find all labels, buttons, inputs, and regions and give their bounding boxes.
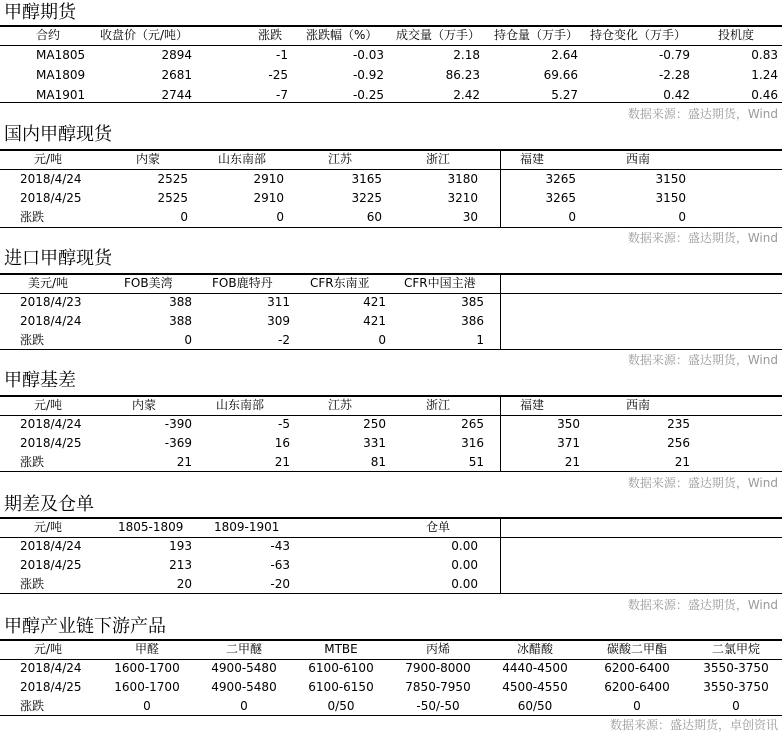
column-header: 1805-1809 xyxy=(118,520,184,534)
table-cell: 193 xyxy=(169,539,192,553)
table-cell: 2525 xyxy=(157,191,188,205)
table-cell: 1600-1700 xyxy=(114,661,180,675)
table-cell: 20 xyxy=(176,577,192,591)
table-cell: 0 xyxy=(678,210,686,224)
table-cell: 371 xyxy=(557,436,580,450)
table-cell: 21 xyxy=(564,455,580,469)
column-header: 浙江 xyxy=(426,398,451,412)
table-cell: 250 xyxy=(363,417,386,431)
table-cell: 7900-8000 xyxy=(405,661,471,675)
column-header: 美元/吨 xyxy=(28,276,69,290)
table-row xyxy=(0,66,782,85)
row-label: 2018/4/25 xyxy=(20,680,82,694)
table-cell: 2525 xyxy=(157,172,188,186)
row-label: 涨跌 xyxy=(20,210,45,224)
table-cell: -5 xyxy=(278,417,290,431)
table-cell: 421 xyxy=(363,314,386,328)
column-header: 西南 xyxy=(626,398,651,412)
column-header: 甲醛 xyxy=(134,642,160,656)
column-header: 二氯甲烷 xyxy=(711,642,761,656)
table-row xyxy=(0,678,782,697)
table-cell: 3550-3750 xyxy=(703,680,769,694)
table-row xyxy=(0,434,782,453)
table-cell: 213 xyxy=(169,558,192,572)
table-cell: 60 xyxy=(366,210,382,224)
column-header: 涨跌 xyxy=(258,28,283,42)
table-cell: -369 xyxy=(164,436,192,450)
row-label: 2018/4/23 xyxy=(20,295,82,309)
column-header: 冰醋酸 xyxy=(516,642,554,656)
table-row xyxy=(0,46,782,65)
column-header: 持仓量（万手） xyxy=(494,28,579,42)
table-cell: -0.92 xyxy=(352,68,384,82)
table-cell: 6100-6100 xyxy=(308,661,374,675)
table-cell: 0.00 xyxy=(451,558,478,572)
column-header: 内蒙 xyxy=(136,152,161,166)
row-label: 2018/4/24 xyxy=(20,314,82,328)
column-header: 山东南部 xyxy=(216,398,265,412)
table-row xyxy=(0,189,782,208)
table-cell: 350 xyxy=(557,417,580,431)
table-cell: 1.24 xyxy=(751,68,778,82)
table-cell: 2.64 xyxy=(551,48,578,62)
table-cell: 2681 xyxy=(161,68,192,82)
table-cell: 3210 xyxy=(447,191,478,205)
table-cell: -0.79 xyxy=(658,48,690,62)
column-header: 福建 xyxy=(520,152,545,166)
row-label: 2018/4/24 xyxy=(20,172,82,186)
row-label: MA1805 xyxy=(36,48,86,62)
table-bottom-rule xyxy=(0,102,782,103)
table-cell: 388 xyxy=(169,295,192,309)
column-header: 福建 xyxy=(520,398,545,412)
column-header: 元/吨 xyxy=(34,520,63,534)
table-cell: 0 xyxy=(276,210,284,224)
column-header: FOB美湾 xyxy=(124,276,173,290)
downstream-products-section-title: 甲醇产业链下游产品 xyxy=(4,616,166,637)
column-header: CFR中国主港 xyxy=(404,276,476,290)
table-cell: 2.42 xyxy=(453,88,480,102)
table-cell: 2.18 xyxy=(453,48,480,62)
table-row xyxy=(0,293,782,312)
table-cell: 0 xyxy=(732,699,740,713)
table-cell: 0.83 xyxy=(751,48,778,62)
table-cell: 4500-4550 xyxy=(502,680,568,694)
basis-section-title: 甲醇基差 xyxy=(4,370,76,391)
table-cell: 0.46 xyxy=(751,88,778,102)
table-cell: 421 xyxy=(363,295,386,309)
table-row xyxy=(0,556,782,575)
futures-section-title: 甲醇期货 xyxy=(4,2,76,23)
column-header: 西南 xyxy=(626,152,651,166)
table-cell: 0 xyxy=(633,699,641,713)
column-header: 成交量（万手） xyxy=(396,28,481,42)
table-header-row xyxy=(0,396,782,415)
table-cell: 316 xyxy=(461,436,484,450)
table-cell: 30 xyxy=(462,210,478,224)
table-cell: 0/50 xyxy=(327,699,355,713)
table-header-row xyxy=(0,26,782,45)
domestic-spot-section-title: 国内甲醇现货 xyxy=(4,124,112,145)
row-label: 涨跌 xyxy=(20,699,45,713)
table-cell: 2744 xyxy=(161,88,192,102)
table-cell: -20 xyxy=(270,577,290,591)
row-label: 2018/4/24 xyxy=(20,539,82,553)
row-label: 2018/4/25 xyxy=(20,191,82,205)
data-source-note: 数据来源：盛达期货，Wind xyxy=(627,598,778,612)
table-cell: 3150 xyxy=(655,172,686,186)
column-header: 持仓变化（万手） xyxy=(590,28,687,42)
column-header: 投机度 xyxy=(718,28,755,42)
table-cell: 51 xyxy=(468,455,484,469)
table-cell: -43 xyxy=(270,539,290,553)
table-cell: 6200-6400 xyxy=(604,661,670,675)
table-cell: 6100-6150 xyxy=(308,680,374,694)
table-column-divider xyxy=(500,396,501,471)
row-label: MA1809 xyxy=(36,68,86,82)
data-source-note: 数据来源：盛达期货，卓创资讯 xyxy=(609,718,778,732)
table-cell: 1600-1700 xyxy=(114,680,180,694)
table-row xyxy=(0,170,782,189)
table-cell: 3150 xyxy=(655,191,686,205)
column-header: 1809-1901 xyxy=(214,520,280,534)
table-cell: 3225 xyxy=(351,191,382,205)
column-header: CFR东南亚 xyxy=(310,276,370,290)
spread-warehouse-section-title: 期差及仓单 xyxy=(4,494,94,515)
table-cell: -2 xyxy=(278,333,290,347)
column-header: MTBE xyxy=(324,642,358,656)
table-header-row xyxy=(0,640,782,659)
data-source-note: 数据来源：盛达期货，Wind xyxy=(627,107,778,121)
row-label: 2018/4/25 xyxy=(20,558,82,572)
table-cell: 86.23 xyxy=(445,68,480,82)
row-label: 涨跌 xyxy=(20,455,45,469)
table-cell: -1 xyxy=(276,48,288,62)
table-cell: -2.28 xyxy=(658,68,690,82)
row-label: 2018/4/24 xyxy=(20,661,82,675)
row-label: 2018/4/25 xyxy=(20,436,82,450)
table-cell: 3180 xyxy=(447,172,478,186)
column-header: 江苏 xyxy=(328,398,353,412)
table-row xyxy=(0,659,782,678)
table-cell: -7 xyxy=(276,88,288,102)
table-row xyxy=(0,575,782,594)
table-cell: 388 xyxy=(169,314,192,328)
table-row xyxy=(0,697,782,716)
table-cell: 21 xyxy=(176,455,192,469)
table-cell: 0.00 xyxy=(451,539,478,553)
column-header: 江苏 xyxy=(328,152,353,166)
table-cell: -50/-50 xyxy=(416,699,460,713)
column-header: 收盘价（元/吨） xyxy=(100,28,189,42)
table-row xyxy=(0,331,782,350)
column-header: 浙江 xyxy=(426,152,451,166)
table-cell: 265 xyxy=(461,417,484,431)
table-cell: 3265 xyxy=(545,191,576,205)
table-cell: -0.25 xyxy=(352,88,384,102)
table-cell: 0 xyxy=(184,333,192,347)
table-cell: 0.42 xyxy=(663,88,690,102)
table-cell: 3165 xyxy=(351,172,382,186)
table-cell: 21 xyxy=(274,455,290,469)
table-bottom-rule xyxy=(0,593,782,594)
table-cell: 4900-5480 xyxy=(211,680,277,694)
table-cell: -25 xyxy=(268,68,288,82)
table-cell: 0.00 xyxy=(451,577,478,591)
table-cell: -0.03 xyxy=(352,48,384,62)
table-cell: 0 xyxy=(240,699,248,713)
table-cell: -390 xyxy=(164,417,192,431)
column-header: 合约 xyxy=(36,28,61,42)
table-cell: 3265 xyxy=(545,172,576,186)
column-header: 二甲醚 xyxy=(225,642,263,656)
table-header-row xyxy=(0,150,782,169)
table-cell: 331 xyxy=(363,436,386,450)
table-row xyxy=(0,537,782,556)
data-source-note: 数据来源：盛达期货，Wind xyxy=(627,353,778,367)
table-column-divider xyxy=(500,274,501,349)
table-cell: 21 xyxy=(674,455,690,469)
table-row xyxy=(0,208,782,227)
table-row xyxy=(0,453,782,472)
data-source-note: 数据来源：盛达期货，Wind xyxy=(627,231,778,245)
table-cell: 0 xyxy=(378,333,386,347)
row-label: 涨跌 xyxy=(20,577,45,591)
table-cell: 2894 xyxy=(161,48,192,62)
row-label: 2018/4/24 xyxy=(20,417,82,431)
table-cell: 256 xyxy=(667,436,690,450)
table-header-row xyxy=(0,274,782,293)
table-cell: 235 xyxy=(667,417,690,431)
table-cell: 2910 xyxy=(253,191,284,205)
table-bottom-rule xyxy=(0,349,782,350)
column-header: 山东南部 xyxy=(218,152,267,166)
column-header: 碳酸二甲酯 xyxy=(606,642,668,656)
table-row xyxy=(0,415,782,434)
table-cell: 0 xyxy=(143,699,151,713)
table-bottom-rule xyxy=(0,471,782,472)
row-label: 涨跌 xyxy=(20,333,45,347)
table-cell: 2910 xyxy=(253,172,284,186)
table-cell: 6200-6400 xyxy=(604,680,670,694)
table-header-row xyxy=(0,518,782,537)
column-header: 仓单 xyxy=(426,520,451,534)
column-header: 丙烯 xyxy=(425,642,451,656)
table-cell: 1 xyxy=(476,333,484,347)
row-label: MA1901 xyxy=(36,88,86,102)
table-cell: 7850-7950 xyxy=(405,680,471,694)
table-cell: 311 xyxy=(267,295,290,309)
table-row xyxy=(0,312,782,331)
table-cell: 309 xyxy=(267,314,290,328)
table-column-divider xyxy=(500,518,501,593)
import-spot-section-title: 进口甲醇现货 xyxy=(4,248,112,269)
table-cell: 3550-3750 xyxy=(703,661,769,675)
table-cell: 69.66 xyxy=(543,68,578,82)
table-cell: 0 xyxy=(568,210,576,224)
column-header: FOB鹿特丹 xyxy=(212,276,273,290)
table-cell: 385 xyxy=(461,295,484,309)
table-cell: 0 xyxy=(180,210,188,224)
column-header: 元/吨 xyxy=(34,152,63,166)
column-header: 涨跌幅（%） xyxy=(306,28,378,42)
table-bottom-rule xyxy=(0,227,782,228)
table-cell: 4440-4500 xyxy=(502,661,568,675)
table-column-divider xyxy=(500,150,501,227)
column-header: 元/吨 xyxy=(34,642,63,656)
table-cell: 386 xyxy=(461,314,484,328)
table-cell: 4900-5480 xyxy=(211,661,277,675)
table-cell: 81 xyxy=(370,455,386,469)
table-cell: 16 xyxy=(274,436,290,450)
column-header: 元/吨 xyxy=(34,398,63,412)
table-cell: 60/50 xyxy=(517,699,553,713)
table-cell: -63 xyxy=(270,558,290,572)
table-cell: 5.27 xyxy=(551,88,578,102)
column-header: 内蒙 xyxy=(132,398,157,412)
data-source-note: 数据来源：盛达期货，Wind xyxy=(627,476,778,490)
